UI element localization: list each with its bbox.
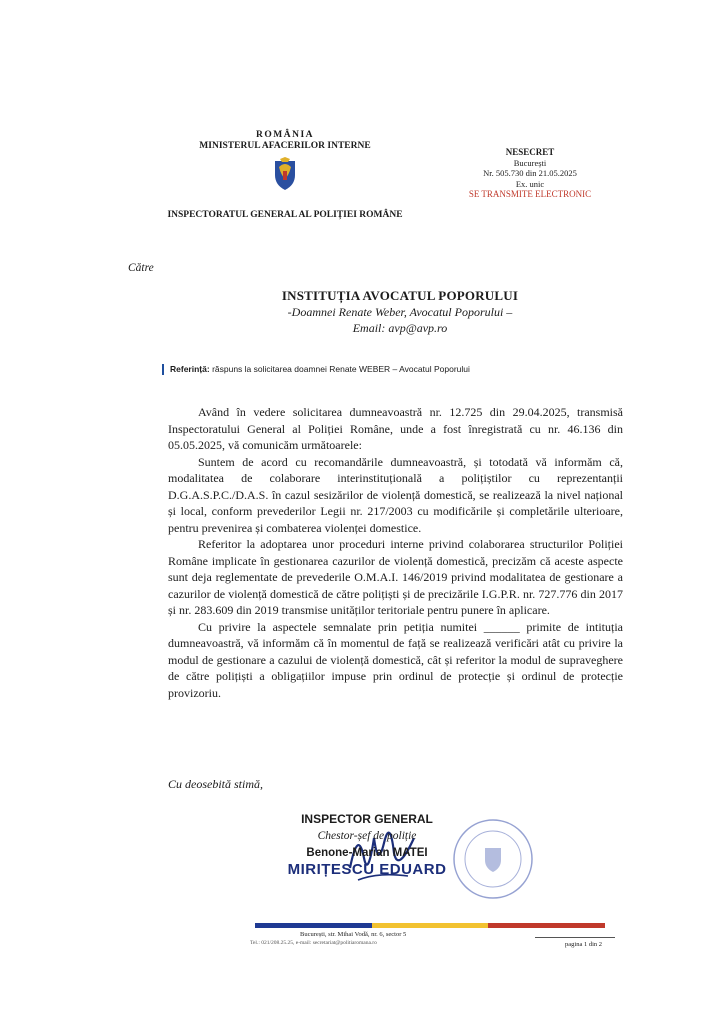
signatory-title: INSPECTOR GENERAL — [301, 812, 433, 826]
city: București — [513, 157, 547, 168]
letterhead-left — [150, 130, 420, 220]
signature-block — [272, 812, 462, 878]
transmission-note: SE TRANSMITE ELECTRONIC — [468, 189, 592, 199]
signatory-rank: Chestor-șef de poliție — [317, 830, 417, 842]
coat-of-arms-icon — [272, 157, 298, 191]
paragraph: Cu privire la aspectele semnalate prin petiția numitei ______ primite de intituția dumneavoastră, vă informăm că în momentul de față se realizează verificări atât cu privire la modul de gestionare a cazului de violență domestică, cât și referitor la modul de supraveghere de către polițiști a obligațiilor impuse prin ordinul de protecție și ordinul de protecție provizoriu. — [168, 619, 623, 700]
footer-contact: Tel.: 021/208.25.25, e-mail: secretariat@politiaromana.ro — [250, 940, 377, 946]
tricolor-bar — [255, 923, 605, 928]
paragraph: Suntem de acord cu recomandările dumneavoastră, și totodată vă informăm că, modalitatea de colaborare interinstituțională a polițiștilor cu reprezentanții D.G.A.S.P.C./D.A.S. în cazul sesizărilor de violență domestică, se realizează la nivel național și local, conform prevederilor Legii nr. 217/2003 cu modificările și completările ulterioare, pentru prevenirea și combaterea violenței domestice. — [168, 454, 623, 535]
flag-blue — [255, 923, 372, 928]
official-stamp-icon — [452, 818, 534, 900]
footer-address: București, str. Mihai Vodă, nr. 6, sector 5 — [300, 931, 407, 938]
footer-divider — [535, 937, 615, 938]
page-number: pagina 1 din 2 — [565, 941, 603, 948]
reference-label: Referință: — [170, 364, 210, 374]
reference-bar — [162, 364, 164, 375]
signatory-name: Benone-Marian MATEI — [306, 847, 428, 859]
paragraph: Referitor la adoptarea unor proceduri interne privind colaborarea structurilor Poliției Române implicate în gestionarea cazurilor de violență domestică, precizăm că aceste aspecte sunt deja reglementate de prevederile O.M.A.I. 146/2019 privind modalitatea de gestionare a cazurilor de violență domestică de către polițiști și de precizările I.G.P.R. nr. 727.776 din 2017 și nr. 283.609 din 2019 transmise unităților teritoriale pentru punere în aplicare. — [168, 537, 623, 617]
recipient-person: -Doamnei Renate Weber, Avocatul Poporului – — [287, 305, 513, 319]
to-label: Către — [128, 262, 154, 274]
recipient-block — [120, 288, 680, 336]
reference-line — [162, 364, 470, 375]
copies: Ex. unic — [515, 178, 545, 189]
ministry-name: MINISTERUL AFACERILOR INTERNE — [199, 141, 371, 151]
recipient-institution: INSTITUȚIA AVOCATUL POPORULUI — [281, 288, 519, 303]
flag-red — [488, 923, 605, 928]
closing: Cu deosebită stimă, — [168, 777, 263, 791]
classification: NESECRET — [505, 147, 555, 157]
inspectorate-name: INSPECTORATUL GENERAL AL POLIȚIEI ROMÂNE — [167, 210, 403, 220]
letter-body — [168, 404, 623, 701]
signer-name: MIRIȚESCU EDUARD — [287, 861, 447, 878]
country-name: ROMÂNIA — [256, 130, 314, 140]
registration-number: Nr. 505.730 din 21.05.2025 — [483, 168, 577, 178]
flag-yellow — [372, 923, 489, 928]
recipient-email: Email: avp@avp.ro — [352, 321, 448, 335]
paragraph: Având în vedere solicitarea dumneavoastră nr. 12.725 din 29.04.2025, transmisă Inspectoratului General al Poliției Române, unde a fost înregistrată cu nr. 46.136 din 05.05.2025, vă comunicăm următoarele: — [168, 405, 623, 452]
letterhead-right — [440, 147, 620, 200]
reference-text: răspuns la solicitarea doamnei Renate WEBER – Avocatul Poporului — [212, 364, 470, 374]
